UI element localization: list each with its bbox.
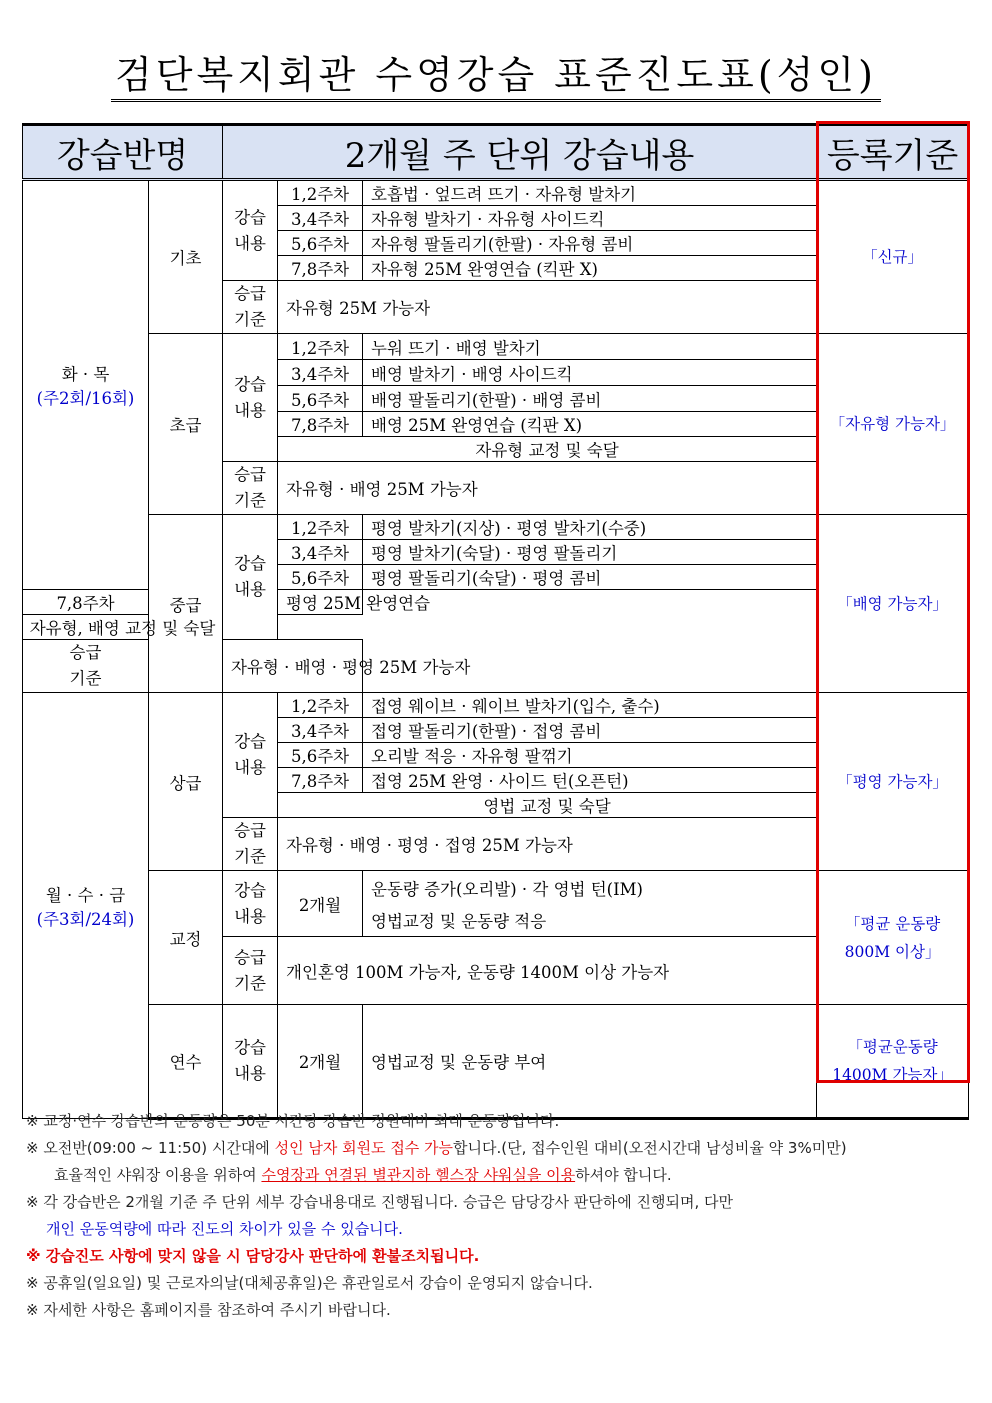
registration-correction-line1: 「평균 운동량 (844, 914, 941, 933)
page-title-text: 검단복지회관 수영강습 표준진도표(성인) (111, 53, 881, 102)
week-label: 7,8주차 (23, 590, 149, 615)
lesson-item: 자유형 발차기 · 자유형 사이드킥 (363, 206, 817, 231)
mon-wed-fri-freq: (주3회/24회) (36, 909, 135, 929)
lesson-item: 영법교정 및 운동량 적응 (363, 905, 817, 937)
extra-advanced: 영법 교정 및 숙달 (278, 793, 817, 818)
note-8: ※ 자세한 사항은 홈페이지를 참조하여 주시기 바랍니다. (26, 1301, 391, 1319)
schedule-tue-thu (23, 180, 149, 590)
promotion-label: 승급 기준 (223, 462, 278, 515)
lesson-item: 평영 발차기(숙달) · 평영 팔돌리기 (363, 540, 817, 565)
schedule-table (22, 123, 969, 1120)
lesson-item: 접영 웨이브 · 웨이브 발차기(입수, 출수) (363, 693, 817, 718)
lesson-item: 자유형 팔돌리기(한팔) · 자유형 콤비 (363, 231, 817, 256)
note-3-part1: 효율적인 샤워장 이용을 위하여 (54, 1166, 262, 1184)
extra-beginner: 자유형 교정 및 숙달 (278, 437, 817, 462)
note-3-highlight: 수영장과 연결된 별관지하 헬스장 샤워실을 이용 (261, 1166, 576, 1184)
lesson-label: 강습 내용 (223, 334, 278, 462)
lesson-item: 누워 뜨기 · 배영 발차기 (363, 334, 817, 360)
week-label: 5,6주차 (278, 565, 363, 590)
level-basic: 기초 (149, 180, 223, 334)
level-beginner: 초급 (149, 334, 223, 515)
week-label: 1,2주차 (278, 693, 363, 718)
week-label: 5,6주차 (278, 386, 363, 412)
note-4: ※ 각 강습반은 2개월 기준 주 단위 세부 강습내용대로 진행됩니다. 승급은 담당강사 판단하에 진행되며, 다만 (26, 1193, 733, 1211)
promotion-label: 승급 기준 (223, 818, 278, 871)
lesson-item: 운동량 증가(오리발) · 각 영법 턴(IM) (363, 871, 817, 905)
lesson-item: 접영 팔돌리기(한팔) · 접영 콤비 (363, 718, 817, 743)
promotion-label: 승급 기준 (23, 640, 149, 693)
mon-wed-fri-days: 월 · 수 · 금 (45, 885, 126, 905)
tue-thu-freq: (주2회/16회) (36, 389, 135, 408)
note-2-highlight: 성인 남자 회원도 접수 가능 (274, 1139, 454, 1157)
week-label: 5,6주차 (278, 231, 363, 256)
lesson-label: 강습 내용 (223, 180, 278, 281)
tue-thu-days: 화 · 목 (61, 365, 110, 384)
lesson-item: 자유형 25M 완영연습 (킥판 X) (363, 256, 817, 281)
note-1: ※ 교정·연수 강습반의 운동량은 50분 시간당 강습반 정원대비 최대 운동량입니다. (26, 1112, 560, 1130)
notes (26, 1108, 976, 1324)
header-registration: 등록기준 (817, 125, 969, 180)
lesson-item: 오리발 적응 · 자유형 팔꺾기 (363, 743, 817, 768)
registration-training-line1: 「평균운동량 (847, 1038, 938, 1056)
week-label: 7,8주차 (278, 768, 363, 793)
promotion-label: 승급 기준 (223, 937, 278, 1005)
lesson-label: 강습 내용 (223, 871, 278, 937)
note-5: 개인 운동역량에 따라 진도의 차이가 있을 수 있습니다. (46, 1220, 403, 1238)
note-2-part3: 합니다.(단, 접수인원 대비(오전시간대 남성비율 약 3%미만) (453, 1139, 847, 1157)
week-label: 3,4주차 (278, 206, 363, 231)
registration-correction-line2: 800M 이상」 (844, 942, 941, 961)
extra-intermediate: 자유형, 배영 교정 및 숙달 (23, 615, 223, 640)
note-6: ※ 강습진도 사항에 맞지 않을 시 담당강사 판단하에 환불조치됩니다. (26, 1247, 480, 1265)
week-label: 7,8주차 (278, 256, 363, 281)
lesson-item: 배영 발차기 · 배영 사이드킥 (363, 360, 817, 386)
period-label: 2개월 (278, 1005, 363, 1119)
week-label: 3,4주차 (278, 718, 363, 743)
period-label: 2개월 (278, 871, 363, 937)
registration-beginner: 「자유형 가능자」 (817, 334, 969, 515)
promotion-label: 승급 기준 (223, 281, 278, 334)
lesson-item: 영법교정 및 운동량 부여 (363, 1005, 817, 1119)
registration-basic: 「신규」 (817, 180, 969, 334)
lesson-label: 강습 내용 (223, 1005, 278, 1119)
header-class-name: 강습반명 (23, 125, 223, 180)
registration-training (817, 1005, 969, 1119)
promotion-correction: 개인혼영 100M 가능자, 운동량 1400M 이상 가능자 (278, 937, 817, 1005)
week-label: 1,2주차 (278, 180, 363, 206)
lesson-item: 평영 25M 완영연습 (278, 590, 363, 615)
registration-training-line2: 1400M 가능자」 (832, 1066, 953, 1084)
week-label: 5,6주차 (278, 743, 363, 768)
lesson-item: 호흡법 · 엎드려 뜨기 · 자유형 발차기 (363, 180, 817, 206)
note-3-part3: 하셔야 합니다. (575, 1166, 672, 1184)
registration-correction (817, 871, 969, 1005)
promotion-advanced: 자유형 · 배영 · 평영 · 접영 25M 가능자 (278, 818, 817, 871)
level-training: 연수 (149, 1005, 223, 1119)
note-2-part1: ※ 오전반(09:00 ~ 11:50) 시간대에 (26, 1139, 275, 1157)
lesson-item: 평영 발차기(지상) · 평영 발차기(수중) (363, 515, 817, 540)
promotion-beginner: 자유형 · 배영 25M 가능자 (278, 462, 817, 515)
lesson-label: 강습 내용 (223, 693, 278, 818)
schedule-mon-wed-fri (23, 693, 149, 1119)
lesson-item: 접영 25M 완영 · 사이드 턴(오픈턴) (363, 768, 817, 793)
page-title (0, 44, 992, 99)
lesson-item: 평영 팔돌리기(숙달) · 평영 콤비 (363, 565, 817, 590)
level-intermediate: 중급 (149, 515, 223, 693)
week-label: 3,4주차 (278, 360, 363, 386)
header-content: 2개월 주 단위 강습내용 (223, 125, 817, 180)
note-7: ※ 공휴일(일요일) 및 근로자의날(대체공휴일)은 휴관일로서 강습이 운영되지 않습니다. (26, 1274, 593, 1292)
registration-intermediate: 「배영 가능자」 (817, 515, 969, 693)
registration-advanced: 「평영 가능자」 (817, 693, 969, 871)
level-advanced: 상급 (149, 693, 223, 871)
promotion-intermediate: 자유형 · 배영 · 평영 25M 가능자 (223, 640, 363, 693)
promotion-basic: 자유형 25M 가능자 (278, 281, 817, 334)
week-label: 1,2주차 (278, 334, 363, 360)
note-3 (26, 1162, 976, 1189)
lesson-label: 강습 내용 (223, 515, 278, 640)
note-2 (26, 1135, 976, 1162)
week-label: 3,4주차 (278, 540, 363, 565)
lesson-item: 배영 25M 완영연습 (킥판 X) (363, 412, 817, 437)
week-label: 1,2주차 (278, 515, 363, 540)
week-label: 7,8주차 (278, 412, 363, 437)
level-correction: 교정 (149, 871, 223, 1005)
lesson-item: 배영 팔돌리기(한팔) · 배영 콤비 (363, 386, 817, 412)
